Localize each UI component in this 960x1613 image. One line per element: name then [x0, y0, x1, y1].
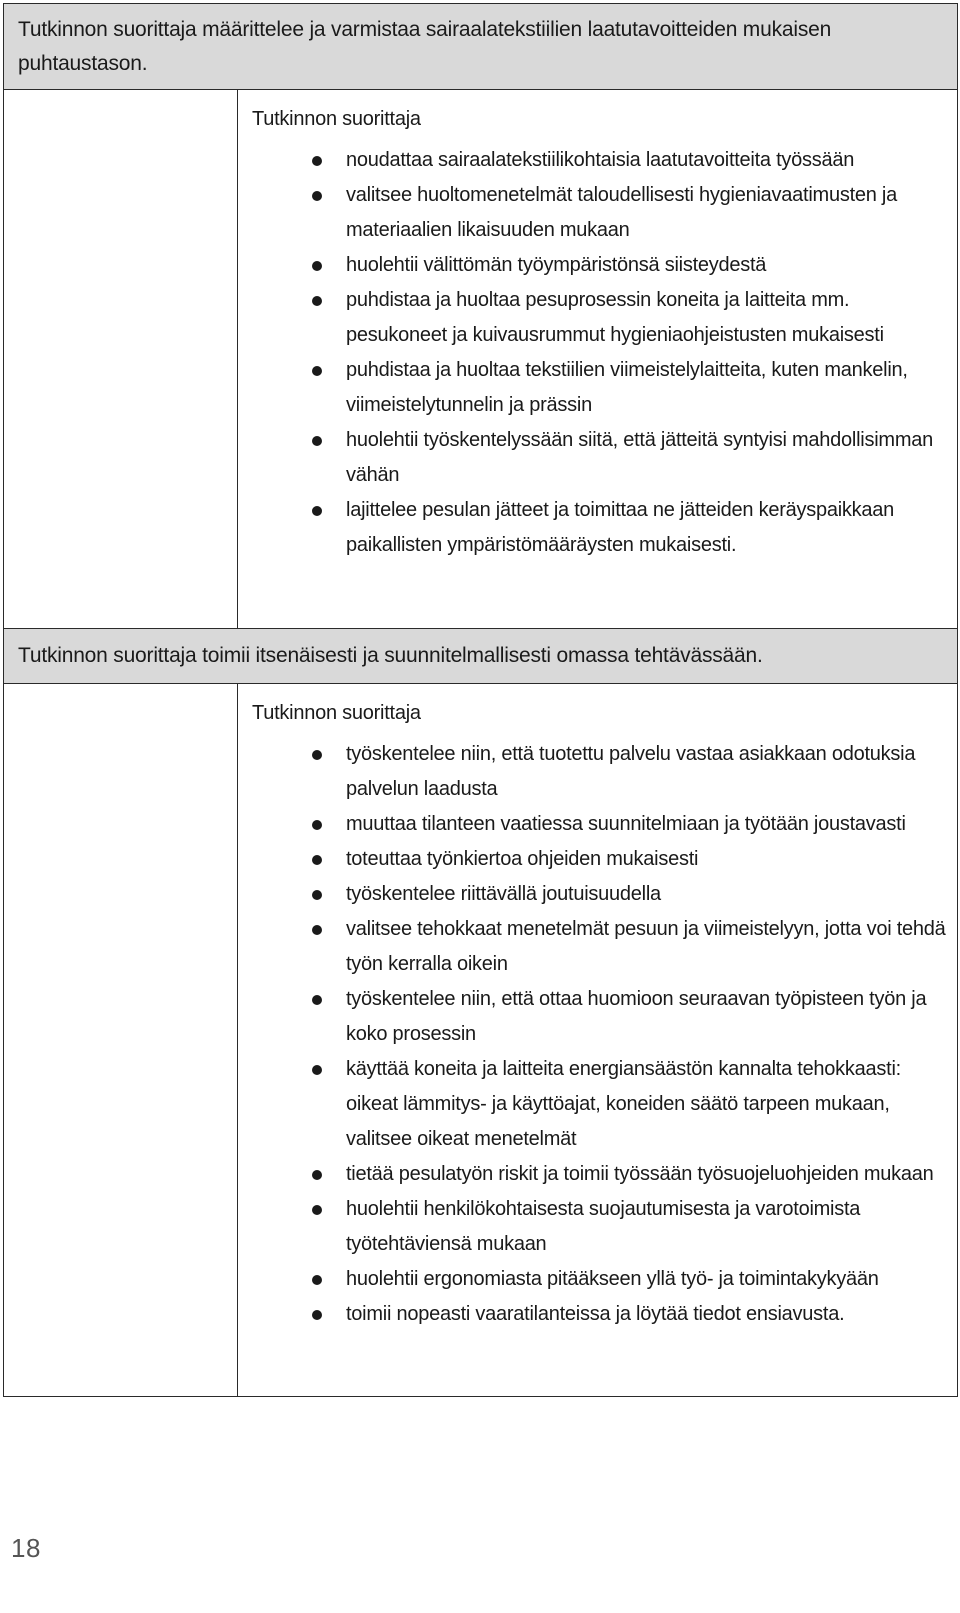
list-item: [252, 493, 947, 563]
list-item: [252, 283, 947, 353]
list-item-text: toimii nopeasti vaaratilanteissa ja löytää tiedot ensiavusta.: [346, 1303, 845, 1325]
bullet-icon: [312, 1310, 322, 1320]
list-item: [252, 248, 947, 283]
list-item: [252, 1052, 947, 1157]
bullet-icon: [312, 191, 322, 201]
section-2-heading: Tutkinnon suorittaja toimii itsenäisesti ja suunnitelmallisesti omassa tehtävässään.: [4, 629, 958, 684]
list-item: [252, 1192, 947, 1262]
list-item-text: puhdistaa ja huoltaa pesuprosessin koneita ja laitteita mm. pesukoneet ja kuivausrummut hygieniaohjeistusten mukaisesti: [346, 289, 884, 346]
bullet-icon: [312, 995, 322, 1005]
section-1-content-row: [4, 90, 958, 629]
section-1-left-cell: [4, 90, 238, 629]
section-2-content-cell: [238, 684, 958, 1397]
list-item-text: puhdistaa ja huoltaa tekstiilien viimeistelylaitteita, kuten mankelin, viimeistelytunnelin ja prässin: [346, 359, 908, 416]
page-number: 18: [11, 1533, 41, 1563]
bullet-icon: [312, 1205, 322, 1215]
section-2-heading-row: [4, 629, 958, 684]
bullet-icon: [312, 1170, 322, 1180]
criteria-table: [3, 3, 958, 1397]
list-item-text: valitsee huoltomenetelmät taloudellisesti hygieniavaatimusten ja materiaalien likaisuuden mukaan: [346, 184, 897, 241]
section-1-heading: Tutkinnon suorittaja määrittelee ja varmistaa sairaalatekstiilien laatutavoitteiden mukaisen puhtaustason.: [4, 4, 958, 90]
bullet-icon: [312, 506, 322, 516]
list-item-text: työskentelee niin, että ottaa huomioon seuraavan työpisteen työn ja koko prosessin: [346, 988, 927, 1045]
list-item: [252, 1262, 947, 1297]
bullet-icon: [312, 1275, 322, 1285]
bullet-icon: [312, 261, 322, 271]
list-item: [252, 178, 947, 248]
list-item-text: lajittelee pesulan jätteet ja toimittaa ne jätteiden keräyspaikkaan paikallisten ympäristömääräysten mukaisesti.: [346, 499, 895, 556]
list-item-text: huolehtii henkilökohtaisesta suojautumisesta ja varotoimista työtehtäviensä mukaan: [346, 1198, 861, 1255]
list-item-text: käyttää koneita ja laitteita energiansäästön kannalta tehokkaasti: oikeat lämmitys- ja käyttöajat, koneiden säätö tarpeen mukaan, valitsee oikeat menetelmät: [346, 1058, 901, 1150]
section-1-intro: Tutkinnon suorittaja: [252, 108, 421, 130]
list-item-text: huolehtii työskentelyssään siitä, että jätteitä syntyisi mahdollisimman vähän: [346, 429, 933, 486]
list-item: [252, 353, 947, 423]
section-2-intro: Tutkinnon suorittaja: [252, 702, 421, 724]
list-item: [252, 842, 947, 877]
bullet-icon: [312, 1065, 322, 1075]
section-2-content-row: [4, 684, 958, 1397]
section-1-heading-row: [4, 4, 958, 90]
bullet-icon: [312, 925, 322, 935]
list-item-text: huolehtii ergonomiasta pitääkseen yllä työ- ja toimintakykyään: [346, 1268, 879, 1290]
bullet-icon: [312, 366, 322, 376]
list-item: [252, 912, 947, 982]
bullet-icon: [312, 296, 322, 306]
list-item-text: työskentelee riittävällä joutuisuudella: [346, 883, 661, 905]
list-item-text: valitsee tehokkaat menetelmät pesuun ja viimeistelyyn, jotta voi tehdä työn kerralla oikein: [346, 918, 946, 975]
list-item-text: työskentelee niin, että tuotettu palvelu vastaa asiakkaan odotuksia palvelun laadusta: [346, 743, 916, 800]
bullet-icon: [312, 750, 322, 760]
section-1-bullet-list: [252, 143, 947, 563]
bullet-icon: [312, 820, 322, 830]
list-item: [252, 877, 947, 912]
list-item: [252, 1297, 947, 1332]
bullet-icon: [312, 436, 322, 446]
list-item: [252, 143, 947, 178]
list-item-text: noudattaa sairaalatekstiilikohtaisia laatutavoitteita työssään: [346, 149, 855, 171]
list-item: [252, 1157, 947, 1192]
bullet-icon: [312, 855, 322, 865]
section-2-bullet-list: [252, 737, 947, 1332]
section-1-content-cell: [238, 90, 958, 629]
list-item: [252, 423, 947, 493]
bullet-icon: [312, 890, 322, 900]
list-item-text: muuttaa tilanteen vaatiessa suunnitelmiaan ja työtään joustavasti: [346, 813, 906, 835]
list-item-text: huolehtii välittömän työympäristönsä siisteydestä: [346, 254, 767, 276]
list-item-text: tietää pesulatyön riskit ja toimii työssään työsuojeluohjeiden mukaan: [346, 1163, 934, 1185]
section-2-left-cell: [4, 684, 238, 1397]
bullet-icon: [312, 156, 322, 166]
list-item: [252, 807, 947, 842]
list-item: [252, 737, 947, 807]
list-item: [252, 982, 947, 1052]
list-item-text: toteuttaa työnkiertoa ohjeiden mukaisesti: [346, 848, 699, 870]
